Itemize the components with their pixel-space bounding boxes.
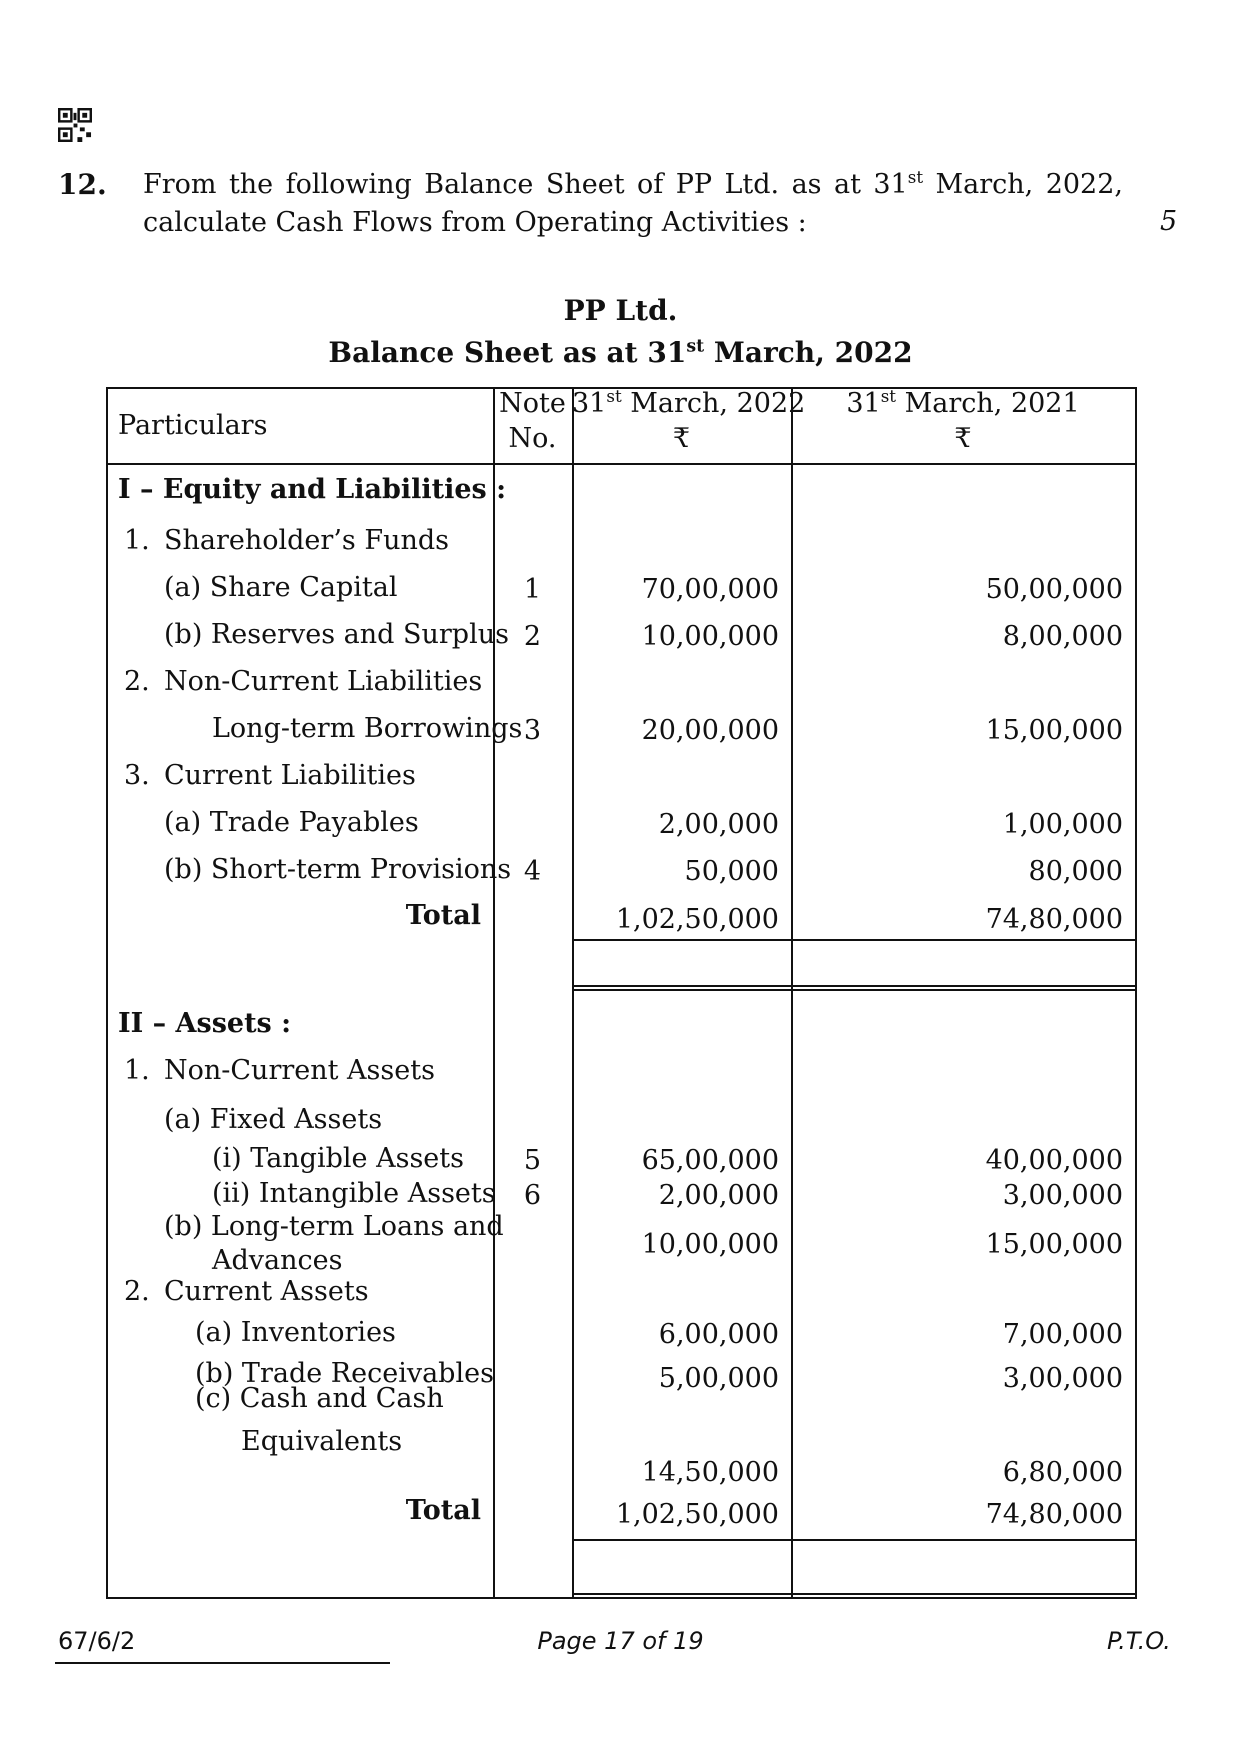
row-label: (b) Short-term Provisions	[164, 854, 512, 885]
header-note-no: No.	[508, 423, 557, 454]
row-label: Current Liabilities	[164, 760, 416, 791]
note-number: 5	[523, 1145, 542, 1176]
value-2021: 7,00,000	[1002, 1319, 1123, 1350]
section-assets: II – Assets :	[118, 1008, 292, 1039]
company-name: PP Ltd.	[563, 294, 678, 327]
value-2021: 80,000	[1028, 856, 1123, 887]
header-particulars: Particulars	[118, 410, 268, 441]
value-2021: 3,00,000	[1002, 1363, 1123, 1394]
row-label-continued: Advances	[212, 1245, 343, 1276]
pto-label: P.T.O.	[1107, 1627, 1171, 1655]
column-divider	[493, 387, 495, 1597]
value-2021: 15,00,000	[985, 1229, 1123, 1260]
total-label: Total	[405, 1495, 481, 1526]
total-rule	[572, 939, 1135, 941]
value-2021: 6,80,000	[1002, 1457, 1123, 1488]
row-number: 3.	[124, 760, 150, 791]
note-number: 3	[523, 715, 542, 746]
row-label: (b) Reserves and Surplus	[164, 619, 509, 650]
value-2022: 14,50,000	[641, 1457, 779, 1488]
row-label: (a) Trade Payables	[164, 807, 419, 838]
value-2021: 74,80,000	[985, 904, 1123, 935]
row-label: Non-Current Liabilities	[164, 666, 483, 697]
note-number: 1	[523, 574, 542, 605]
table-border-right	[1135, 387, 1137, 1597]
value-2022: 2,00,000	[658, 1180, 779, 1211]
question-line-1: From the following Balance Sheet of PP Ltd. as at 31st March, 2022,	[143, 167, 1123, 200]
total-rule	[572, 985, 1135, 987]
qr-code-icon	[58, 108, 92, 142]
value-2022: 50,000	[684, 856, 779, 887]
header-divider	[106, 463, 1135, 465]
value-2021: 8,00,000	[1002, 621, 1123, 652]
paper-code: 67/6/2	[58, 1627, 136, 1655]
row-label: (b) Trade Receivables	[195, 1358, 494, 1389]
value-2021: 50,00,000	[985, 574, 1123, 605]
value-2022: 20,00,000	[641, 715, 779, 746]
section-equity-liabilities: I – Equity and Liabilities :	[118, 474, 507, 505]
column-divider	[791, 387, 793, 1597]
value-2022: 10,00,000	[641, 621, 779, 652]
question-line-2: calculate Cash Flows from Operating Activities :	[143, 207, 807, 238]
value-2022: 65,00,000	[641, 1145, 779, 1176]
row-label-continued: Equivalents	[241, 1426, 403, 1457]
value-2022: 1,02,50,000	[615, 904, 779, 935]
balance-sheet-table	[106, 387, 1135, 1597]
total-rule	[572, 1539, 1135, 1541]
footer-divider	[55, 1662, 390, 1664]
table-border-left	[106, 387, 108, 1597]
value-2022: 10,00,000	[641, 1229, 779, 1260]
value-2021: 3,00,000	[1002, 1180, 1123, 1211]
question-text	[143, 166, 1123, 242]
header-note: Note	[499, 388, 566, 419]
row-label: Shareholder’s Funds	[164, 525, 449, 556]
value-2022: 5,00,000	[658, 1363, 779, 1394]
value-2022: 2,00,000	[658, 809, 779, 840]
row-label: Long-term Borrowings	[212, 713, 523, 744]
note-number: 4	[523, 856, 542, 887]
value-2021: 74,80,000	[985, 1499, 1123, 1530]
question-number: 12.	[58, 168, 107, 201]
row-label: (i) Tangible Assets	[212, 1143, 464, 1174]
row-number: 1.	[124, 1055, 150, 1086]
row-number: 2.	[124, 666, 150, 697]
value-2022: 1,02,50,000	[615, 1499, 779, 1530]
value-2021: 40,00,000	[985, 1145, 1123, 1176]
row-number: 2.	[124, 1276, 150, 1307]
column-divider	[572, 387, 574, 1597]
row-label: (ii) Intangible Assets	[212, 1178, 496, 1209]
value-2021: 15,00,000	[985, 715, 1123, 746]
note-number: 2	[523, 621, 542, 652]
table-border-bottom	[106, 1597, 1137, 1599]
header-2022-currency: ₹	[672, 423, 691, 454]
total-label: Total	[405, 900, 481, 931]
row-label: (a) Inventories	[195, 1317, 396, 1348]
note-number: 6	[523, 1180, 542, 1211]
row-label: (b) Long-term Loans and	[164, 1211, 504, 1242]
value-2022: 70,00,000	[641, 574, 779, 605]
header-2021: 31st March, 2021	[846, 386, 1080, 419]
page-number: Page 17 of 19	[537, 1627, 704, 1655]
row-label: (a) Share Capital	[164, 572, 398, 603]
row-label: Non-Current Assets	[164, 1055, 435, 1086]
row-label: (c) Cash and Cash	[195, 1383, 444, 1414]
header-2021-currency: ₹	[954, 423, 972, 454]
header-2022: 31st March, 2022	[572, 386, 806, 419]
value-2021: 1,00,000	[1002, 809, 1123, 840]
total-rule	[572, 989, 1135, 991]
row-label: Current Assets	[164, 1276, 369, 1307]
balance-sheet-title: Balance Sheet as at 31st March, 2022	[328, 336, 913, 369]
total-rule	[572, 1593, 1135, 1595]
marks: 5	[1160, 206, 1178, 237]
row-number: 1.	[124, 525, 150, 556]
row-label: (a) Fixed Assets	[164, 1104, 383, 1135]
value-2022: 6,00,000	[658, 1319, 779, 1350]
